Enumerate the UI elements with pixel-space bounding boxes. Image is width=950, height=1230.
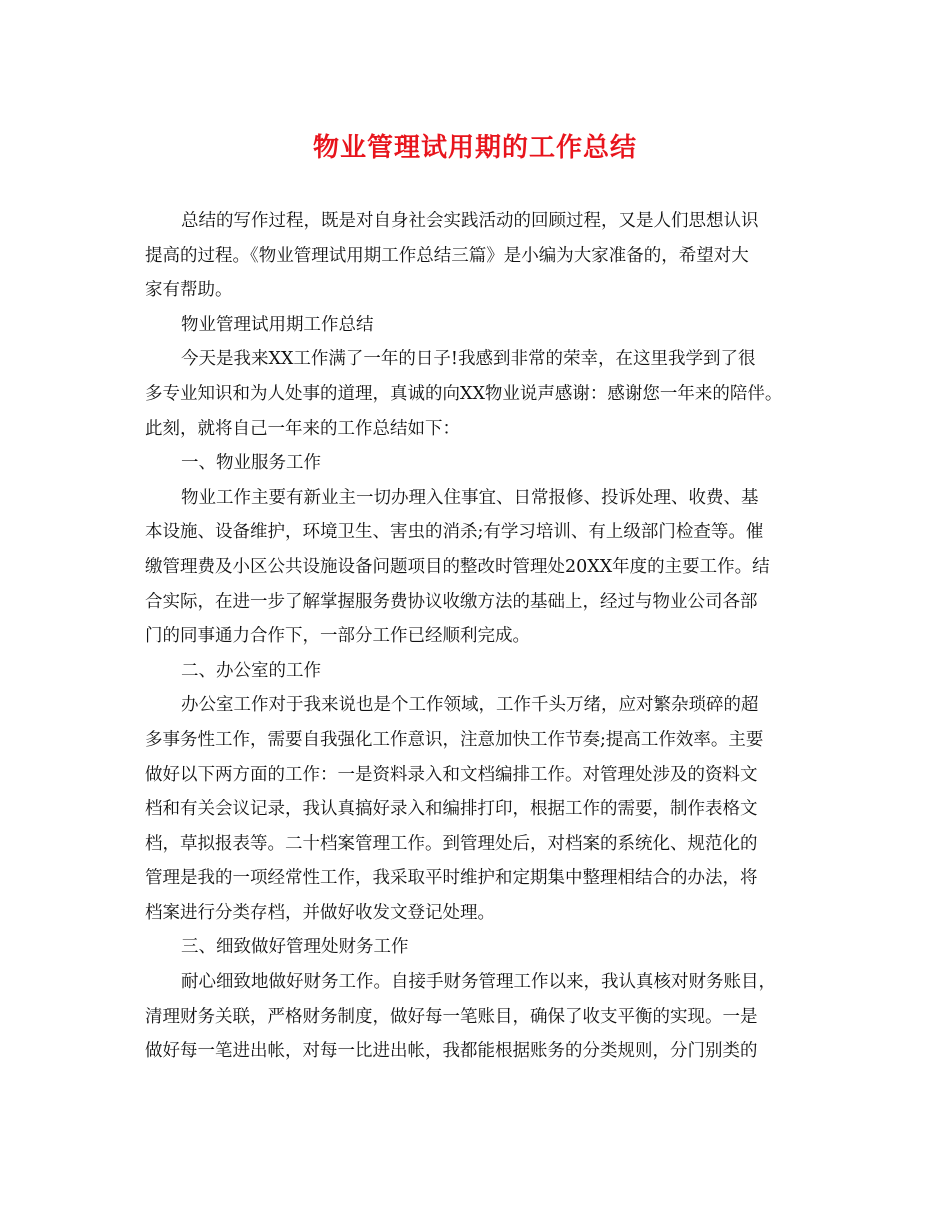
text-line: 此刻，就将自己一年来的工作总结如下： [145,418,460,439]
text-line: 缴管理费及小区公共设施设备问题项目的整改时管理处20XX年度的主要工作。结 [145,556,770,577]
text-line: 物业工作主要有新业主一切办理入住事宜、日常报修、投诉处理、收费、基 [181,487,759,508]
text-line: 档案进行分类存档，并做好收发文登记处理。 [145,902,495,923]
text-line: 档，草拟报表等。二十档案管理工作。到管理处后，对档案的系统化、规范化的 [145,833,758,854]
text-line: 总结的写作过程，既是对自身社会实践活动的回顾过程，又是人们思想认识 [181,211,759,231]
text-line: 今天是我来XX工作满了一年的日子!我感到非常的荣幸，在这里我学到了很 [181,349,756,370]
text-line: 合实际，在进一步了解掌握服务费协议收缴方法的基础上，经过与物业公司各部 [145,591,758,612]
text-line: 二、办公室的工作 [181,660,321,681]
text-line: 家有帮助。 [145,280,233,301]
text-line: 做好每一笔进出帐，对每一比进出帐，我都能根据账务的分类规则，分门别类的 [145,1041,758,1062]
text-line: 本设施、设备维护，环境卫生、害虫的消杀;有学习培训、有上级部门检查等。催 [145,522,764,543]
text-line: 提高的过程。《物业管理试用期工作总结三篇》是小编为大家准备的，希望对大 [145,245,749,266]
text-line: 三、细致做好管理处财务工作 [181,937,409,958]
text-line: 档和有关会议记录，我认真搞好录入和编排打印，根据工作的需要，制作表格文 [145,799,758,820]
document-body [145,204,810,1069]
text-line: 做好以下两方面的工作：一是资料录入和文档编排工作。对管理处涉及的资料文 [145,764,758,785]
text-line: 清理财务关联，严格财务制度，做好每一笔账目，确保了收支平衡的实现。一是 [145,1006,758,1027]
text-line: 耐心细致地做好财务工作。自接手财务管理工作以来，我认真核对财务账目， [181,972,776,993]
document-title: 物业管理试用期的工作总结 [312,133,637,163]
text-line: 办公室工作对于我来说也是个工作领域，工作千头万绪，应对繁杂琐碎的超 [181,695,759,716]
text-line: 一、物业服务工作 [181,453,321,474]
text-line: 多专业知识和为人处事的道理，真诚的向XX物业说声感谢：感谢您一年来的陪伴。 [145,383,783,404]
text-line: 多事务性工作，需要自我强化工作意识，注意加快工作节奏;提高工作效率。主要 [145,729,764,750]
text-line: 物业管理试用期工作总结 [181,314,374,335]
text-line: 管理是我的一项经常性工作，我采取平时维护和定期集中整理相结合的办法，将 [145,868,758,889]
text-line: 门的同事通力合作下，一部分工作已经顺利完成。 [145,626,530,647]
